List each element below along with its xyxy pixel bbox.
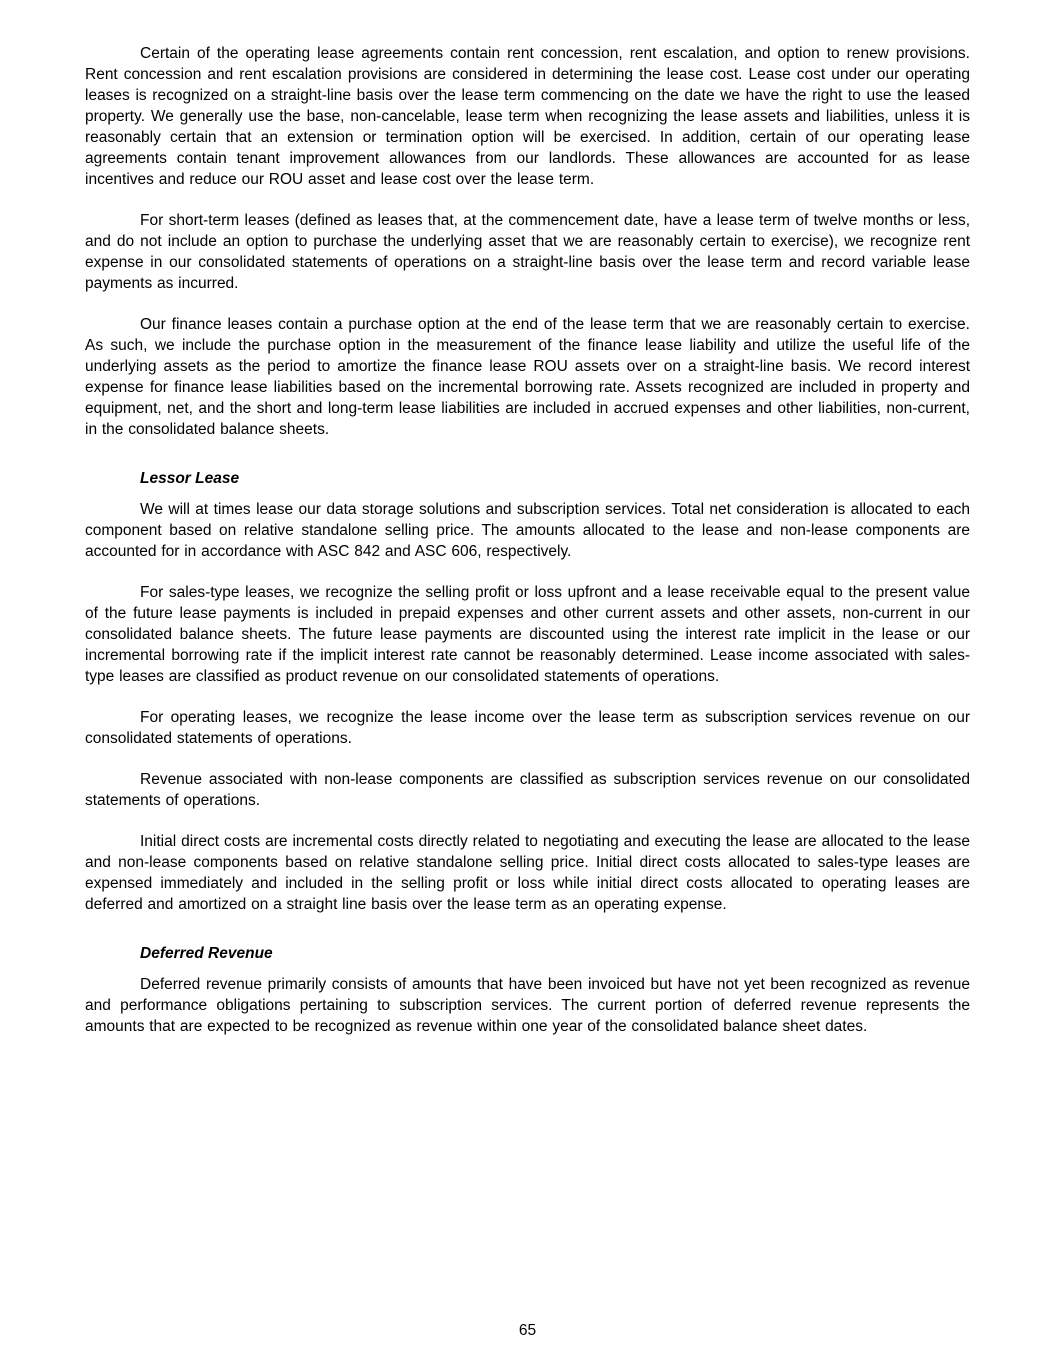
section-heading-lessor-lease: Lessor Lease xyxy=(140,470,240,487)
paragraph-operating-lease-provisions: Certain of the operating lease agreements contain rent concession, rent escalation, and option to renew provisions. Rent concession and rent escalation provisions are considered in determining the lease cost. Lease cost under our operating leases is recognized on a straight-line basis over the lease term commencing on the date we have the right to use the leased property. We generally use the base, non-cancelable, lease term when recognizing the lease assets and liabilities, unless it is reasonably certain that an extension or termination option will be exercised. In addition, certain of our operating lease agreements contain tenant improvement allowances from our landlords. These allowances are accounted for as lease incentives and reduce our ROU asset and lease cost over the lease term. xyxy=(85,45,970,188)
paragraph-deferred-revenue: Deferred revenue primarily consists of amounts that have been invoiced but have not yet been recognized as revenue and performance obligations pertaining to subscription services. The current portion of deferred revenue represents the amounts that are expected to be recognized as revenue within one year of the consolidated balance sheet dates. xyxy=(85,976,970,1035)
page-number: 65 xyxy=(518,1322,537,1339)
paragraph-short-term-leases: For short-term leases (defined as leases that, at the commencement date, have a lease term of twelve months or less, and do not include an option to purchase the underlying asset that we are reasonably certain to exercise), we recognize rent expense in our consolidated statements of operations on a straight-line basis over the lease term and record variable lease payments as incurred. xyxy=(85,212,970,292)
paragraph-finance-leases: Our finance leases contain a purchase option at the end of the lease term that we are reasonably certain to exercise. As such, we include the purchase option in the measurement of the finance lease liability and utilize the useful life of the underlying assets as the period to amortize the finance lease ROU assets over on a straight-line basis. We record interest expense for finance lease liabilities based on the incremental borrowing rate. Assets recognized are included in property and equipment, net, and the short and long-term lease liabilities are included in accrued expenses and other liabilities, non-current, in the consolidated balance sheets. xyxy=(85,316,970,438)
paragraph-non-lease-components: Revenue associated with non-lease components are classified as subscription services revenue on our consolidated statements of operations. xyxy=(85,771,970,809)
paragraph-lessor-lease-overview: We will at times lease our data storage solutions and subscription services. Total net consideration is allocated to each component based on relative standalone selling price. The amounts allocated to the lease and non-lease components are accounted for in accordance with ASC 842 and ASC 606, respectively. xyxy=(85,501,970,560)
paragraph-initial-direct-costs: Initial direct costs are incremental costs directly related to negotiating and executing the lease are allocated to the lease and non-lease components based on relative standalone selling price. Initial direct costs allocated to sales-type leases are expensed immediately and included in the selling profit or loss while initial direct costs allocated to operating leases are deferred and amortized on a straight line basis over the lease term as an operating expense. xyxy=(85,833,970,913)
section-heading-deferred-revenue: Deferred Revenue xyxy=(140,945,273,962)
paragraph-sales-type-leases: For sales-type leases, we recognize the selling profit or loss upfront and a lease receivable equal to the present value of the future lease payments is included in prepaid expenses and other current assets and other assets, non-current in our consolidated balance sheets. The future lease payments are discounted using the interest rate implicit in the lease or our incremental borrowing rate if the implicit interest rate cannot be reasonably determined. Lease income associated with sales-type leases are classified as product revenue on our consolidated statements of operations. xyxy=(85,584,970,685)
paragraph-operating-leases-income: For operating leases, we recognize the lease income over the lease term as subscription services revenue on our consolidated statements of operations. xyxy=(85,709,970,747)
